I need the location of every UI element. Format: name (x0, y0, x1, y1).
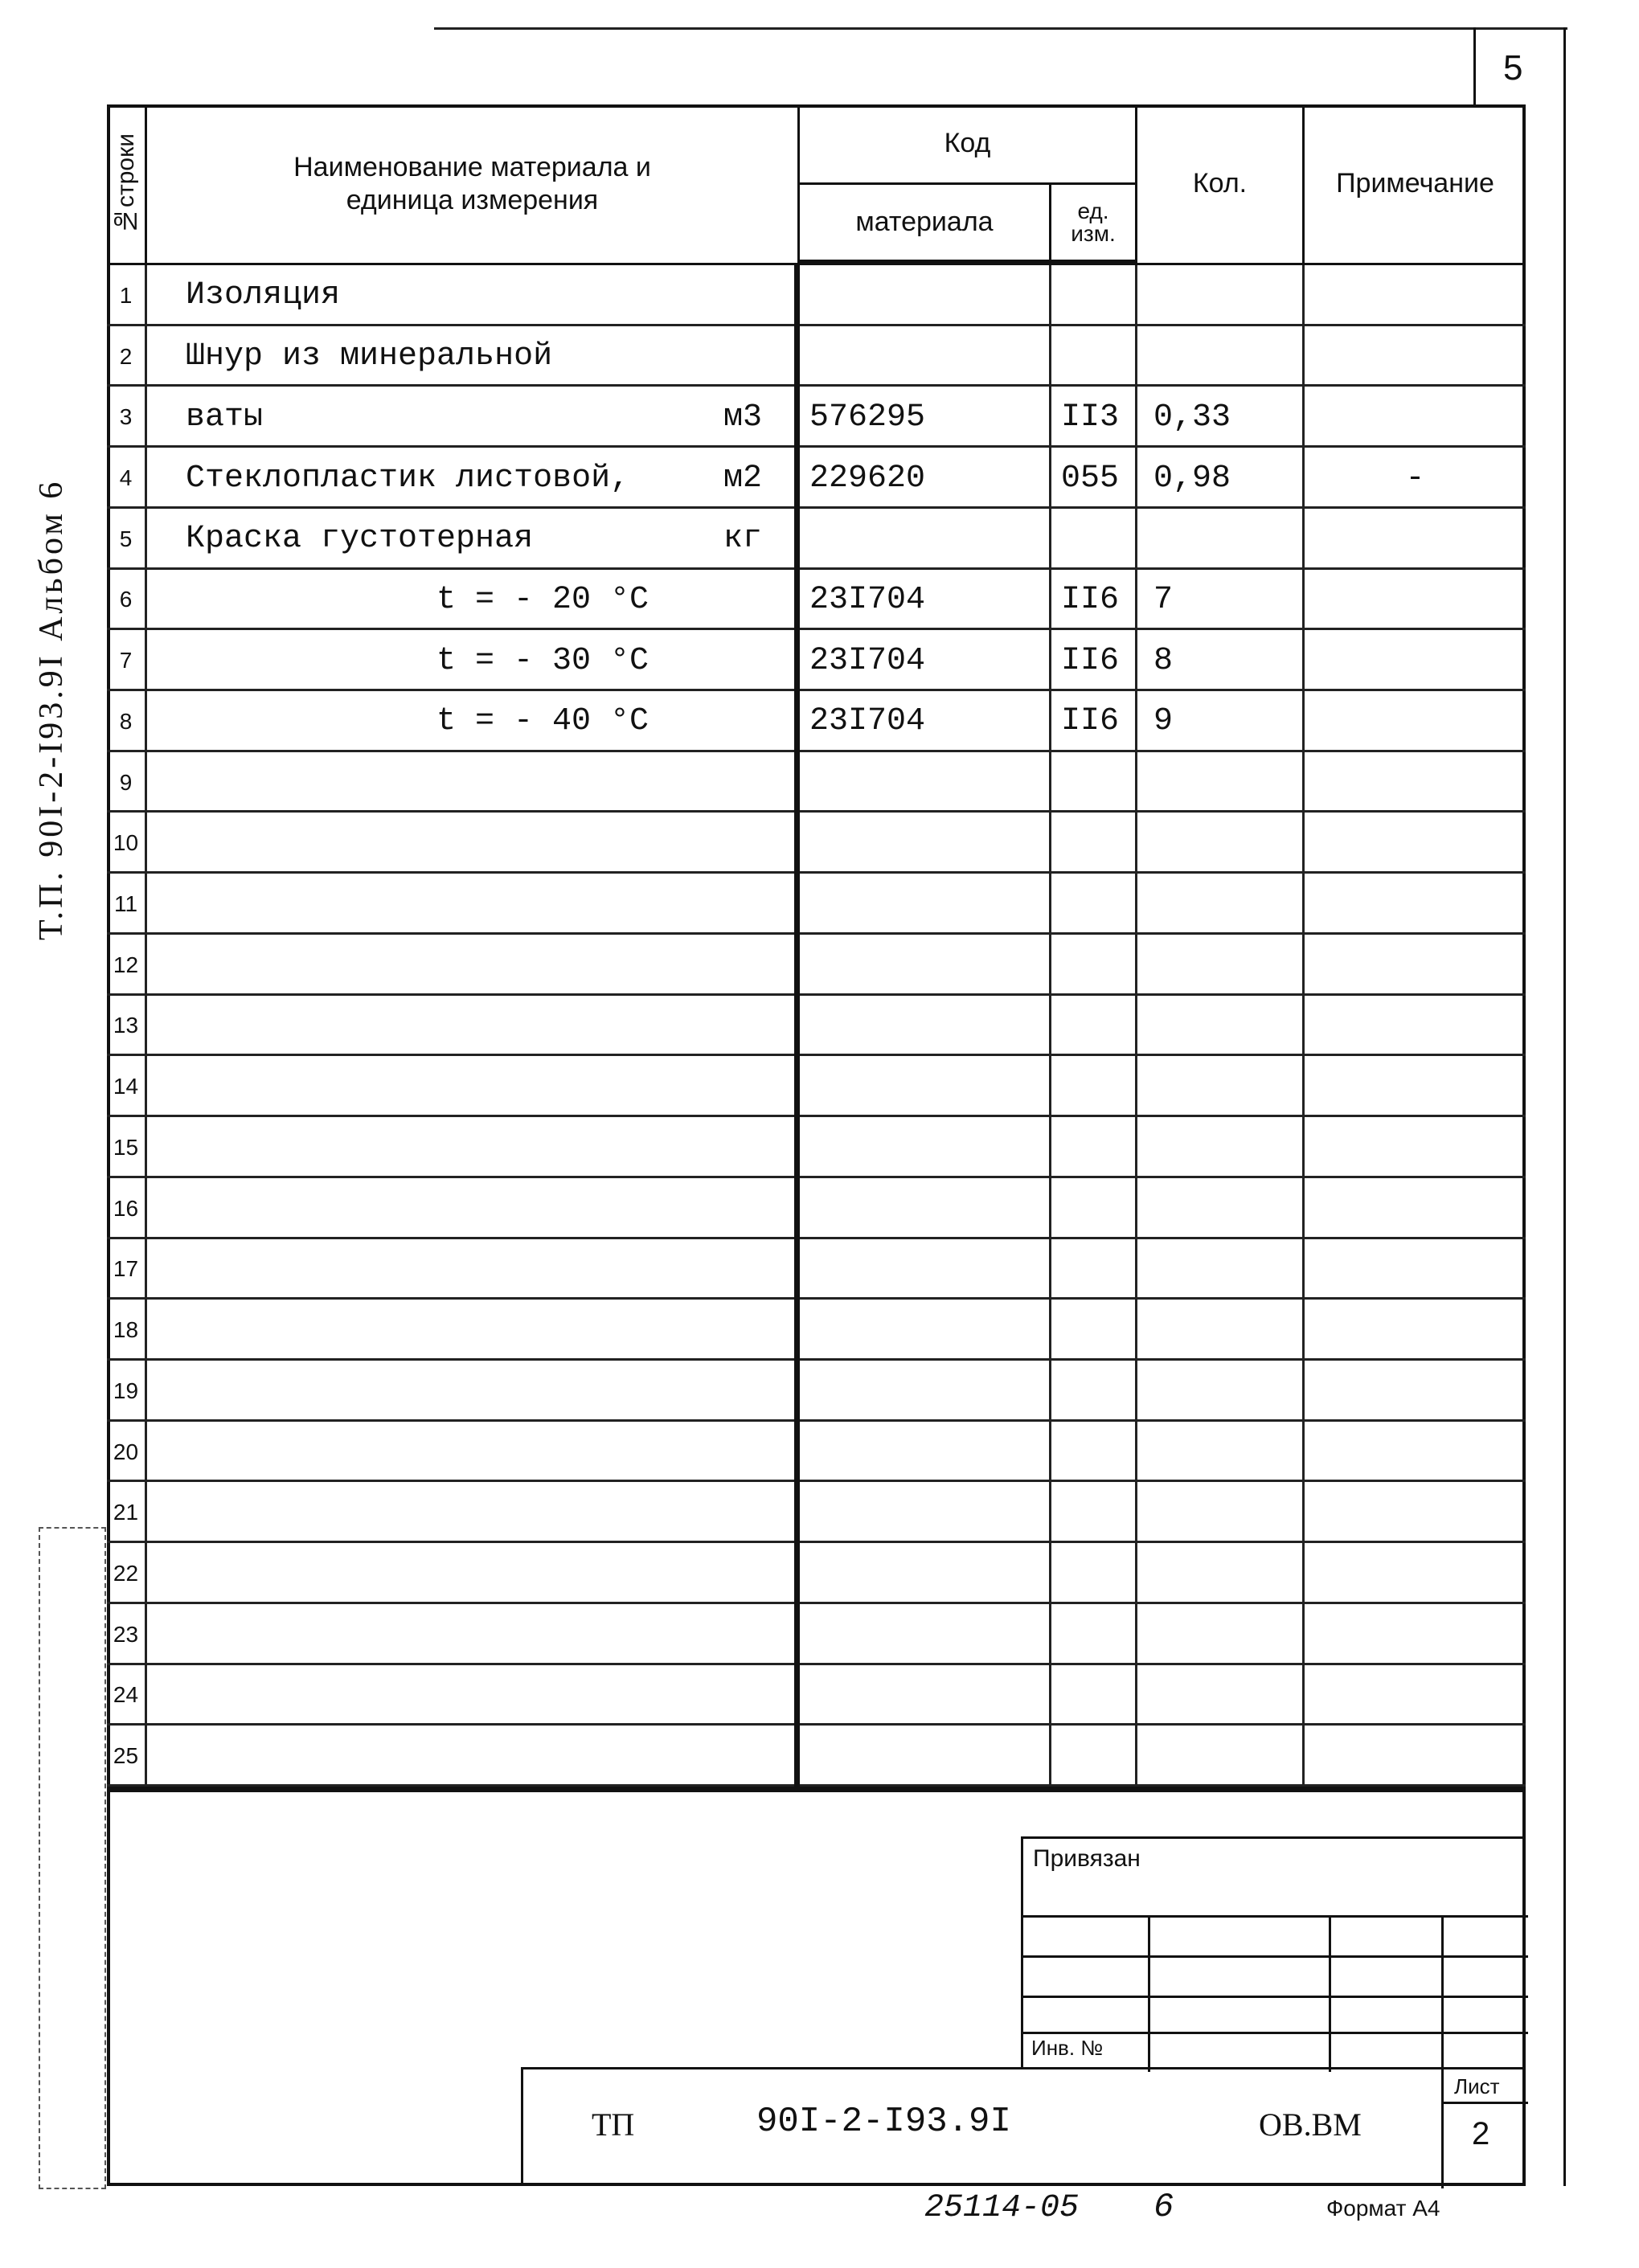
cell-name (147, 1178, 800, 1239)
format-label: Формат А4 (1326, 2196, 1440, 2221)
value-n: 4 (119, 465, 133, 491)
top-rule (434, 27, 1567, 30)
binding-col-3 (1441, 1915, 1444, 2072)
cell-name (147, 1543, 800, 1604)
cell-name (147, 752, 800, 813)
inv-label: Инв. № (1031, 2036, 1104, 2060)
cell-name (147, 1665, 800, 1726)
header-name: Наименование материала и единица измерения (293, 151, 651, 215)
cell-name (147, 1422, 800, 1483)
cell-code (800, 1482, 1051, 1543)
cell-code (800, 1543, 1051, 1604)
cell-ucode (1051, 1117, 1137, 1178)
value-n: 14 (113, 1074, 139, 1099)
value-qty: 9 (1153, 703, 1174, 740)
cell-qty (1137, 1482, 1305, 1543)
header-rownum-cell (107, 104, 147, 265)
table-row (107, 1300, 1526, 1361)
header-qty: Кол. (1192, 168, 1248, 199)
item-name: Изоляция (186, 277, 341, 314)
cell-qty (1137, 326, 1305, 387)
table-row (107, 935, 1526, 996)
cell-note (1305, 1543, 1526, 1604)
cell-ucode (1051, 509, 1137, 570)
cell-ucode (1051, 1604, 1137, 1665)
cell-note (1305, 935, 1526, 996)
value-code: 229620 (809, 460, 926, 497)
cell-note (1305, 1056, 1526, 1117)
header-note: Примечание (1336, 168, 1494, 199)
stamp-mark: ОВ.ВМ (1259, 2106, 1362, 2143)
header-note-cell (1305, 104, 1526, 265)
cell-ucode (1051, 1056, 1137, 1117)
value-ucode: 055 (1061, 460, 1120, 497)
table-row (107, 752, 1526, 813)
cell-qty (1137, 387, 1305, 448)
cell-note (1305, 1422, 1526, 1483)
cell-qty (1137, 874, 1305, 935)
table-row (107, 570, 1526, 631)
cell-qty (1137, 1543, 1305, 1604)
item-unit: м2 (723, 460, 762, 497)
cell-name (147, 996, 800, 1057)
cell-code (800, 265, 1051, 326)
table-row (107, 265, 1526, 326)
cell-note (1305, 570, 1526, 631)
table-row (107, 813, 1526, 874)
cell-qty (1137, 630, 1305, 691)
item-name: Шнур из минеральной (186, 338, 553, 375)
cell-n (107, 1726, 147, 1787)
cell-name (147, 265, 800, 326)
cell-qty (1137, 752, 1305, 813)
cell-code (800, 1422, 1051, 1483)
value-n: 7 (119, 648, 133, 673)
cell-ucode (1051, 1178, 1137, 1239)
table-row (107, 1665, 1526, 1726)
item-name: t = - 30 °C (436, 642, 649, 679)
cell-ucode (1051, 265, 1137, 326)
cell-name (147, 1726, 800, 1787)
cell-note (1305, 509, 1526, 570)
table-row (107, 1178, 1526, 1239)
header-rownum: №строки (112, 133, 139, 234)
header-code-unit-cell (1051, 185, 1137, 265)
table-row (107, 387, 1526, 448)
cell-code (800, 874, 1051, 935)
table-row (107, 448, 1526, 509)
item-unit: кг (723, 521, 762, 558)
value-qty: 0,98 (1153, 460, 1231, 497)
cell-n (107, 1056, 147, 1117)
value-code: 23I704 (809, 703, 926, 740)
cell-code (800, 1178, 1051, 1239)
cell-name (147, 570, 800, 631)
cell-name (147, 874, 800, 935)
cell-note (1305, 265, 1526, 326)
header-code: Код (944, 128, 991, 159)
cell-n (107, 509, 147, 570)
cell-qty (1137, 1117, 1305, 1178)
cell-n (107, 1665, 147, 1726)
header-name-cell (147, 104, 800, 265)
cell-code (800, 509, 1051, 570)
cell-qty (1137, 448, 1305, 509)
value-n: 24 (113, 1682, 139, 1708)
sheet-label: Лист (1454, 2074, 1500, 2098)
cell-code (800, 387, 1051, 448)
cell-qty (1137, 935, 1305, 996)
cell-n (107, 1178, 147, 1239)
sheet-rule (1441, 2102, 1528, 2104)
cell-n (107, 1300, 147, 1361)
value-n: 3 (119, 404, 133, 430)
table-body (107, 265, 1526, 1792)
value-qty: 8 (1153, 642, 1174, 679)
cell-qty (1137, 1726, 1305, 1787)
cell-ucode (1051, 813, 1137, 874)
cell-ucode (1051, 1543, 1137, 1604)
page-number: 5 (1503, 48, 1523, 88)
cell-note (1305, 448, 1526, 509)
cell-note (1305, 996, 1526, 1057)
cell-n (107, 630, 147, 691)
value-n: 15 (113, 1134, 139, 1160)
cell-note (1305, 630, 1526, 691)
cell-code (800, 1726, 1051, 1787)
table-row (107, 1422, 1526, 1483)
cell-qty (1137, 996, 1305, 1057)
cell-ucode (1051, 1726, 1137, 1787)
table-row (107, 996, 1526, 1057)
cell-ucode (1051, 448, 1137, 509)
cell-code (800, 996, 1051, 1057)
table-row (107, 1726, 1526, 1787)
cell-n (107, 874, 147, 935)
cell-code (800, 752, 1051, 813)
value-note: - (1405, 460, 1425, 497)
cell-name (147, 691, 800, 752)
cell-name (147, 1482, 800, 1543)
cell-n (107, 265, 147, 326)
cell-name (147, 813, 800, 874)
table-row (107, 691, 1526, 752)
cell-qty (1137, 1239, 1305, 1300)
doc-stamp (521, 2067, 1526, 2186)
cell-code (800, 630, 1051, 691)
cell-name (147, 448, 800, 509)
cell-ucode (1051, 1665, 1137, 1726)
item-unit: м3 (723, 399, 762, 436)
header-code-material: материала (855, 207, 994, 238)
cell-note (1305, 1604, 1526, 1665)
cell-qty (1137, 1422, 1305, 1483)
cell-code (800, 326, 1051, 387)
table-row (107, 1056, 1526, 1117)
cell-name (147, 1361, 800, 1422)
binding-rule-4 (1023, 2032, 1528, 2034)
cell-qty (1137, 1361, 1305, 1422)
header-code-cell (800, 104, 1137, 185)
binding-rule-1 (1023, 1915, 1528, 1918)
materials-table (107, 104, 1526, 1792)
sheet-divider (1441, 2069, 1444, 2188)
item-name: Краска густотерная (186, 521, 534, 558)
table-row (107, 509, 1526, 570)
cell-note (1305, 1300, 1526, 1361)
cell-n (107, 1543, 147, 1604)
cell-note (1305, 1178, 1526, 1239)
cell-code (800, 1604, 1051, 1665)
header-code-unit: ед. изм. (1071, 198, 1116, 246)
item-name: t = - 40 °C (436, 703, 649, 740)
cell-n (107, 1482, 147, 1543)
cell-name (147, 1117, 800, 1178)
table-row (107, 326, 1526, 387)
cell-n (107, 935, 147, 996)
value-n: 20 (113, 1439, 139, 1464)
value-n: 9 (119, 769, 133, 795)
cell-note (1305, 326, 1526, 387)
binding-rule-2 (1023, 1955, 1528, 1958)
cell-note (1305, 1726, 1526, 1787)
cell-qty (1137, 570, 1305, 631)
cell-note (1305, 691, 1526, 752)
binding-strip (39, 1527, 106, 2189)
table-row (107, 1117, 1526, 1178)
cell-name (147, 630, 800, 691)
cell-ucode (1051, 752, 1137, 813)
cell-name (147, 326, 800, 387)
value-n: 12 (113, 952, 139, 977)
cell-code (800, 1665, 1051, 1726)
table-row (107, 1239, 1526, 1300)
cell-n (107, 752, 147, 813)
value-n: 5 (119, 526, 133, 551)
cell-note (1305, 752, 1526, 813)
cell-code (800, 570, 1051, 631)
value-qty: 7 (1153, 581, 1174, 618)
binding-block (1021, 1836, 1526, 2069)
value-n: 13 (113, 1013, 139, 1038)
cell-name (147, 509, 800, 570)
cell-qty (1137, 691, 1305, 752)
cell-note (1305, 387, 1526, 448)
value-ucode: II6 (1061, 703, 1120, 740)
cell-ucode (1051, 630, 1137, 691)
cell-n (107, 1239, 147, 1300)
sheet-number: 2 (1472, 2116, 1490, 2151)
cell-qty (1137, 509, 1305, 570)
value-n: 23 (113, 1621, 139, 1647)
cell-ucode (1051, 1361, 1137, 1422)
cell-n (107, 1117, 147, 1178)
cell-code (800, 1239, 1051, 1300)
cell-code (800, 1117, 1051, 1178)
binding-col-1 (1148, 1915, 1150, 2072)
cell-ucode (1051, 1239, 1137, 1300)
cell-name (147, 1604, 800, 1665)
item-name: Стеклопластик листовой, (186, 460, 630, 497)
item-name: ваты (186, 399, 264, 436)
value-n: 6 (119, 587, 133, 612)
cell-n (107, 996, 147, 1057)
cell-note (1305, 1361, 1526, 1422)
cell-note (1305, 1239, 1526, 1300)
cell-ucode (1051, 326, 1137, 387)
value-n: 1 (119, 282, 133, 308)
cell-n (107, 326, 147, 387)
footer-code: 25114-05 (924, 2190, 1080, 2226)
value-ucode: II6 (1061, 642, 1120, 679)
cell-n (107, 1604, 147, 1665)
cell-qty (1137, 265, 1305, 326)
binding-rule-3 (1023, 1996, 1528, 1998)
value-code: 576295 (809, 399, 926, 436)
cell-code (800, 813, 1051, 874)
cell-note (1305, 813, 1526, 874)
header-qty-cell (1137, 104, 1305, 265)
cell-qty (1137, 1056, 1305, 1117)
value-n: 8 (119, 708, 133, 734)
value-n: 18 (113, 1317, 139, 1343)
cell-code (800, 448, 1051, 509)
value-n: 11 (113, 891, 138, 917)
value-n: 16 (113, 1195, 139, 1221)
cell-name (147, 387, 800, 448)
cell-ucode (1051, 1300, 1137, 1361)
footer-number: 6 (1153, 2188, 1174, 2226)
table-row (107, 630, 1526, 691)
value-ucode: II6 (1061, 581, 1120, 618)
cell-code (800, 1300, 1051, 1361)
cell-ucode (1051, 691, 1137, 752)
cell-ucode (1051, 1482, 1137, 1543)
cell-ucode (1051, 570, 1137, 631)
cell-code (800, 691, 1051, 752)
table-row (107, 1361, 1526, 1422)
cell-qty (1137, 813, 1305, 874)
table-row (107, 874, 1526, 935)
cell-name (147, 1056, 800, 1117)
cell-qty (1137, 1665, 1305, 1726)
cell-qty (1137, 1178, 1305, 1239)
table-row (107, 1604, 1526, 1665)
cell-note (1305, 1117, 1526, 1178)
value-n: 2 (119, 343, 133, 369)
value-n: 22 (113, 1560, 139, 1586)
table-row (107, 1482, 1526, 1543)
cell-ucode (1051, 1422, 1137, 1483)
cell-note (1305, 1665, 1526, 1726)
cell-code (800, 935, 1051, 996)
cell-note (1305, 874, 1526, 935)
side-label: Т.П. 90I-2-I93.9I Альбом 6 (33, 478, 70, 940)
cell-n (107, 691, 147, 752)
table-row (107, 1543, 1526, 1604)
cell-n (107, 1422, 147, 1483)
binding-col-2 (1329, 1915, 1331, 2072)
cell-qty (1137, 1300, 1305, 1361)
cell-ucode (1051, 387, 1137, 448)
frame-right-edge (1563, 27, 1566, 2186)
value-n: 21 (113, 1500, 139, 1525)
stamp-tp: ТП (592, 2106, 635, 2143)
value-n: 25 (113, 1743, 139, 1769)
cell-ucode (1051, 996, 1137, 1057)
cell-n (107, 1361, 147, 1422)
cell-note (1305, 1482, 1526, 1543)
value-n: 10 (113, 830, 139, 856)
cell-name (147, 1300, 800, 1361)
cell-qty (1137, 1604, 1305, 1665)
cell-n (107, 570, 147, 631)
cell-n (107, 387, 147, 448)
binding-label: Привязан (1033, 1845, 1141, 1872)
value-code: 23I704 (809, 581, 926, 618)
cell-name (147, 1239, 800, 1300)
cell-n (107, 813, 147, 874)
cell-name (147, 935, 800, 996)
cell-ucode (1051, 935, 1137, 996)
header-code-material-cell (800, 185, 1051, 265)
value-ucode: II3 (1061, 399, 1120, 436)
cell-n (107, 448, 147, 509)
stamp-doc-number: 90I-2-I93.9I (756, 2102, 1011, 2142)
value-n: 19 (113, 1378, 139, 1403)
cell-ucode (1051, 874, 1137, 935)
value-qty: 0,33 (1153, 399, 1231, 436)
item-name: t = - 20 °C (436, 581, 649, 618)
value-code: 23I704 (809, 642, 926, 679)
cell-code (800, 1056, 1051, 1117)
value-n: 17 (113, 1256, 139, 1282)
cell-code (800, 1361, 1051, 1422)
